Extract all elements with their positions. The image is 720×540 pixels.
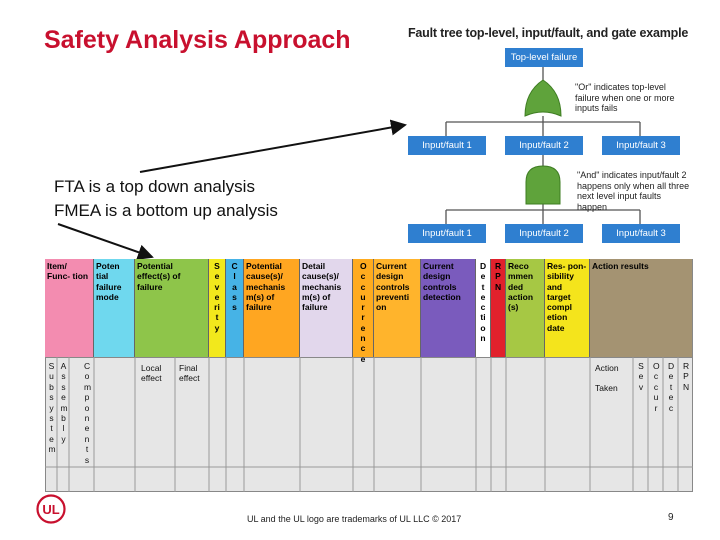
header-design-detection-label: Current design controls detection [423, 261, 461, 302]
level2-input-fault-1: Input/fault 1 [408, 224, 486, 243]
header-class [226, 259, 244, 357]
header-recommended-action [506, 259, 545, 357]
header-potential-causes-label: Potential cause(s)/ mechanis m(s) of failure [246, 261, 286, 313]
and-gate-icon [526, 166, 560, 204]
subheader-taken: Taken [595, 383, 618, 393]
header-responsibility [545, 259, 590, 357]
header-design-prevention-label: Current design controls preventi on [376, 261, 410, 313]
header-detail-causes [300, 259, 353, 357]
subheader-occur [650, 361, 662, 413]
subheader-subsystem-label: Subsystem [48, 361, 56, 455]
level1-input-fault-1: Input/fault 1 [408, 136, 486, 155]
header-severity [209, 259, 226, 357]
header-rpn-label: RPN [495, 261, 502, 292]
subheader-sev [635, 361, 647, 392]
header-item-function-label: Item/ Func- tion [47, 261, 89, 282]
header-occurrence-label: Occurrence [360, 261, 367, 364]
fmea-pointer-arrow [58, 224, 152, 257]
header-detail-causes-label: Detail cause(s)/ mechanis m(s) of failure [302, 261, 342, 313]
header-occurrence [353, 259, 374, 364]
subheader-rpn [680, 361, 692, 392]
header-failure-mode-label: Poten tial failure mode [96, 261, 122, 302]
header-design-detection [421, 259, 476, 357]
ul-logo-text: UL [42, 502, 60, 517]
fmea-table [45, 259, 693, 492]
fta-pointer-arrow [140, 125, 405, 172]
subheader-rpn-label: RPN [683, 361, 690, 392]
fta-description: FTA is a top down analysis [54, 177, 255, 196]
header-action-results [590, 259, 693, 357]
header-design-prevention [374, 259, 421, 357]
subheader-detec [665, 361, 677, 413]
footer-trademark: UL and the UL logo are trademarks of UL LLC © 2017 [247, 514, 462, 524]
subheader-local-effect: Local effect [141, 363, 162, 384]
fmea-description: FMEA is a bottom up analysis [54, 201, 278, 220]
header-item-function [45, 259, 94, 357]
fault-tree-title: Fault tree top-level, input/fault, and gate example [408, 26, 689, 40]
subheader-occur-label: Occur [653, 361, 660, 413]
subheader-assembly-label: Assembly [60, 361, 68, 444]
header-responsibility-label: Res- pon- sibility and target compl etion date [547, 261, 587, 333]
subheader-components [82, 361, 92, 465]
page-number: 9 [668, 512, 674, 523]
header-potential-effects [135, 259, 209, 357]
or-gate-note: "Or" indicates top-level failure when one or more inputs fails [575, 82, 675, 113]
header-rpn [491, 259, 506, 357]
subheader-action: Action [595, 363, 619, 373]
subheader-detec-label: Detec [668, 361, 675, 413]
header-potential-causes [244, 259, 300, 357]
header-class-label: Class [231, 261, 238, 313]
level1-input-fault-2: Input/fault 2 [505, 136, 583, 155]
level1-input-fault-3: Input/fault 3 [602, 136, 680, 155]
top-level-failure-box: Top-level failure [505, 48, 583, 67]
header-action-results-label: Action results [592, 261, 649, 271]
subheader-assembly [59, 361, 68, 444]
subheader-final-effect: Final effect [179, 363, 200, 384]
subheader-sev-label: Sev [638, 361, 644, 392]
header-detection-label: Detection [480, 261, 487, 344]
header-detection [476, 259, 491, 357]
or-gate-icon [525, 80, 561, 116]
and-gate-note: "And" indicates input/fault 2 happens only when all three next level input faults happen [577, 170, 690, 212]
level2-input-fault-3: Input/fault 3 [602, 224, 680, 243]
subheader-components-label: Components [84, 361, 92, 465]
header-failure-mode [94, 259, 135, 357]
slide-title: Safety Analysis Approach [44, 26, 351, 54]
header-potential-effects-label: Potential effect(s) of failure [137, 261, 181, 292]
ul-logo [36, 494, 66, 524]
header-recommended-action-label: Reco mmen ded action (s) [508, 261, 534, 313]
level2-input-fault-2: Input/fault 2 [505, 224, 583, 243]
header-severity-label: Severity [214, 261, 220, 333]
subheader-subsystem [47, 361, 56, 455]
